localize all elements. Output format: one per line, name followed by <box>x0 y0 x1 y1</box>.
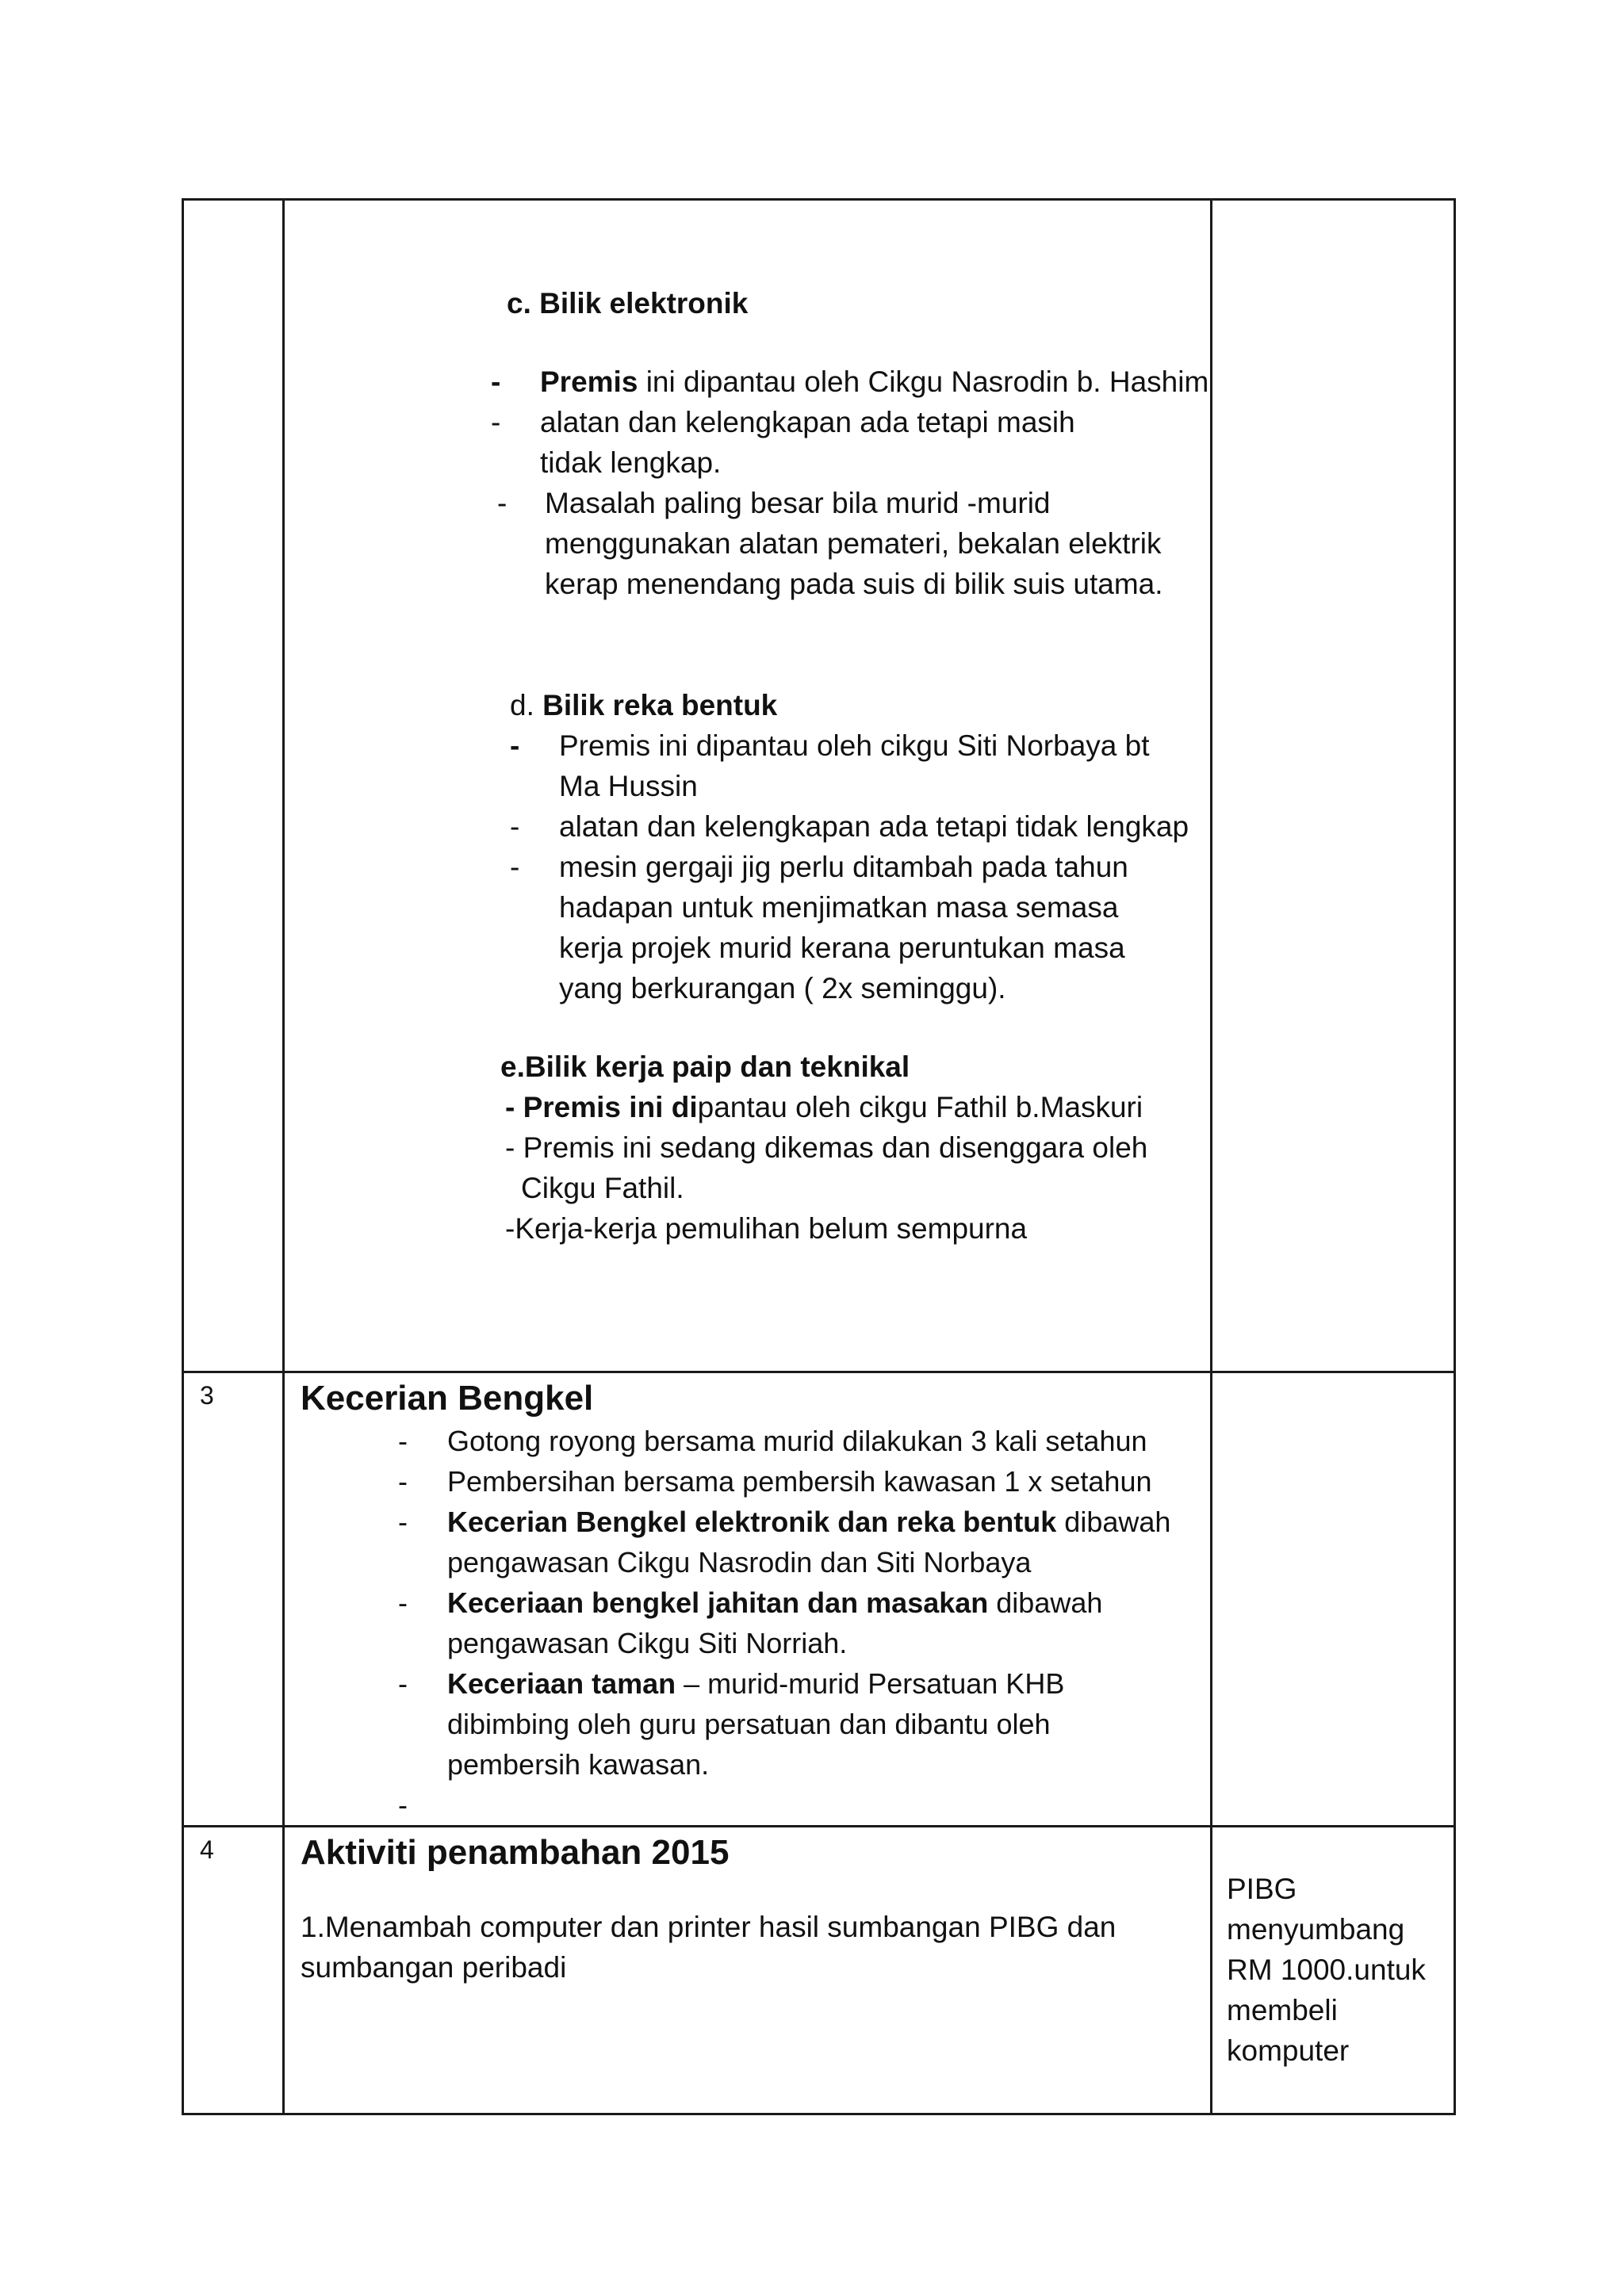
list-item: - Keceriaan taman – murid-murid Persatuan KHB dibimbing oleh guru persatuan dan dibantu oleh pembersih kawasan. <box>398 1667 1065 1781</box>
list-item: - <box>398 1789 408 1821</box>
table-row <box>183 200 1455 1372</box>
remarks-cell <box>1212 1372 1455 1827</box>
list-item: - Kecerian Bengkel elektronik dan reka bentuk dibawah pengawasan Cikgu Nasrodin dan Siti Norbaya <box>398 1506 1171 1578</box>
list-item: - Pembersihan bersama pembersih kawasan 1 x setahun <box>398 1465 1152 1498</box>
number-cell <box>183 200 284 1372</box>
subsection-title: e.Bilik kerja paip dan teknikal <box>500 1050 910 1083</box>
list-item: - Gotong royong bersama murid dilakukan 3 kali setahun <box>398 1425 1147 1457</box>
subsection-c <box>285 201 1210 604</box>
report-table <box>182 198 1456 2115</box>
row-number: 3 <box>183 1372 284 1827</box>
section-heading: Kecerian Bengkel <box>301 1379 594 1418</box>
list-item: - Premis ini dipantau oleh cikgu Fathil b.Maskuri <box>505 1091 1143 1123</box>
content-cell <box>284 1372 1212 1827</box>
list-item: - alatan dan kelengkapan ada tetapi tidak lengkap <box>510 810 1189 843</box>
table-row <box>183 1372 1455 1827</box>
list-item: - Keceriaan bengkel jahitan dan masakan dibawah pengawasan Cikgu Siti Norriah. <box>398 1586 1103 1659</box>
list-item: -Kerja-kerja pemulihan belum sempurna <box>505 1212 1028 1245</box>
subsection-title: d. Bilik reka bentuk <box>510 689 778 721</box>
table-row <box>183 1827 1455 2114</box>
list-item: - Masalah paling besar bila murid -murid menggunakan alatan pemateri, bekalan elektrik kerap menendang pada suis di bilik suis utama. <box>497 487 1163 600</box>
section-text: 1.Menambah computer dan printer hasil sumbangan PIBG dan sumbangan peribadi <box>301 1911 1116 1984</box>
list-item: - mesin gergaji jig perlu ditambah pada tahun hadapan untuk menjimatkan masa semasa kerja projek murid kerana peruntukan masa yang berkurangan ( 2x seminggu). <box>510 851 1128 1004</box>
list-item: - Premis ini dipantau oleh cikgu Siti Norbaya bt Ma Hussin <box>510 729 1150 802</box>
list-item: - alatan dan kelengkapan ada tetapi masih tidak lengkap. <box>491 406 1075 479</box>
list-item: - Premis ini dipantau oleh Cikgu Nasrodin b. Hashim <box>491 365 1209 398</box>
subsection-title: c. Bilik elektronik <box>507 287 749 320</box>
section-list <box>398 1421 1210 1825</box>
remarks-cell <box>1212 200 1455 1372</box>
subsection-d <box>285 604 1210 1008</box>
content-cell <box>284 1827 1212 2114</box>
subsection-e <box>285 1008 1210 1249</box>
remarks-note: PIBG menyumbang RM 1000.untuk membeli komputer <box>1227 1873 1426 2067</box>
remarks-cell <box>1212 1827 1455 2114</box>
row-number: 4 <box>183 1827 284 2114</box>
section-heading: Aktiviti penambahan 2015 <box>301 1833 730 1872</box>
content-cell <box>284 200 1212 1372</box>
list-item: - Premis ini sedang dikemas dan disenggara oleh Cikgu Fathil. <box>505 1131 1148 1204</box>
